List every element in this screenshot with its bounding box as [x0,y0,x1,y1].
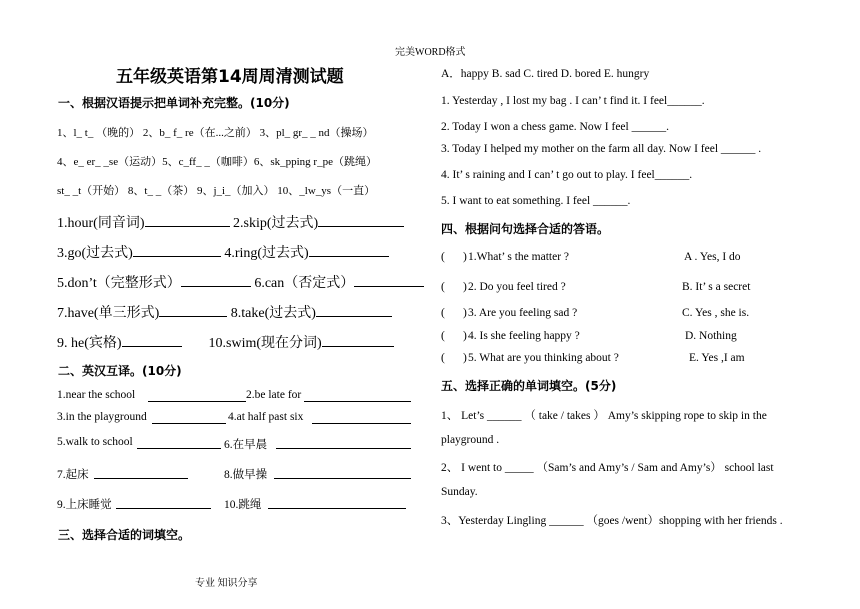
dialogue-question: 2. Do you feel tired ? [468,281,566,293]
answer-blank[interactable] [354,286,424,287]
choice-question-line: Sunday. [441,486,478,498]
answer-paren-open: ( [441,352,445,364]
answer-paren-open: ( [441,251,445,263]
word-form-right: 6.can（否定式） [254,276,355,291]
dialogue-question: 5. What are you thinking about ? [468,352,619,364]
spelling-row-2: 4、e_ er_ _se（运动）5、c_ff_ _（咖啡）6、sk_pping r_pe（跳绳） [57,156,377,168]
choice-question-line: 2、 I went to _____ （Sam’s and Amy’s / Sam and Amy’s） school last [441,462,774,474]
answer-paren-close[interactable]: ) [463,352,467,364]
answer-blank[interactable] [318,226,404,227]
section-3-heading: 三、选择合适的词填空。 [58,528,191,542]
answer-paren-close[interactable]: ) [463,307,467,319]
answer-blank[interactable] [304,401,411,402]
answer-paren-close[interactable]: ) [463,281,467,293]
word-form-left: 5.don’t（完整形式） [57,276,181,291]
translate-item: 3.in the playground [57,411,147,423]
answer-blank[interactable] [133,256,221,257]
answer-blank[interactable] [276,448,411,449]
answer-paren-open: ( [441,281,445,293]
word-form-right: 10.swim(现在分词) [208,336,322,351]
fill-item: 3. Today I helped my mother on the farm all day. Now I feel ______ . [441,143,762,155]
choice-question-line: 3、Yesterday Lingling ______ （goes /went）shopping with her friends . [441,515,783,527]
word-form-left: 1.hour(同音词) [57,216,145,231]
dialogue-question: 1.What’ s the matter ? [468,251,570,263]
word-form-row [57,332,394,352]
translate-item: 2.be late for [246,389,302,401]
answer-paren-open: ( [441,307,445,319]
answer-paren-close[interactable]: ) [463,330,467,342]
answer-blank[interactable] [309,256,389,257]
fill-item: 4. It’ s raining and I can’ t go out to play. I feel______. [441,169,693,181]
choice-question-line: 1、 Let’s ______ （ take / takes ） Amy’s skipping rope to skip in the [441,410,767,422]
spelling-row-3: st_ _t（开始） 8、t_ _（茶） 9、j_i_（加入） 10、_lw_ys（一直） [57,185,376,197]
answer-blank[interactable] [145,226,230,227]
answer-blank[interactable] [116,508,211,509]
choice-question-line: playground . [441,434,500,446]
translate-item: 10.跳绳 [224,499,262,511]
dialogue-answer: E. Yes ,I am [689,352,745,364]
answer-blank[interactable] [152,423,226,424]
fill-item: 1. Yesterday , I lost my bag . I can’ t find it. I feel______. [441,95,705,107]
answer-blank[interactable] [312,423,411,424]
answer-blank[interactable] [181,286,251,287]
word-form-left: 9. he(宾格) [57,336,122,351]
answer-paren-close[interactable]: ) [463,251,467,263]
answer-blank[interactable] [159,316,227,317]
translate-item: 8.做早操 [224,469,268,481]
translate-item: 9.上床睡觉 [57,499,112,511]
section-5-heading: 五、选择正确的单词填空。(5分) [441,379,617,393]
page-title: 五年级英语第14周周清测试题 [116,67,344,87]
word-form-left: 7.have(单三形式) [57,306,160,321]
section-4-heading: 四、根据问句选择合适的答语。 [441,222,610,236]
fill-item: 5. I want to eat something. I feel ______. [441,195,631,207]
answer-blank[interactable] [94,478,188,479]
answer-blank[interactable] [148,401,246,402]
word-form-left: 3.go(过去式) [57,246,133,261]
dialogue-answer: D. Nothing [685,330,737,342]
dialogue-answer: C. Yes , she is. [682,307,750,319]
translate-item: 7.起床 [57,469,89,481]
answer-blank[interactable] [137,448,221,449]
dialogue-question: 4. Is she feeling happy ? [468,330,580,342]
word-form-right: 8.take(过去式) [230,306,316,321]
translate-item: 6.在早晨 [224,439,268,451]
word-form-row [57,242,389,262]
answer-blank[interactable] [316,316,392,317]
page-header: 完美WORD格式 [395,47,466,58]
word-form-row [57,272,424,292]
translate-item: 4.at half past six [228,411,304,423]
answer-paren-open: ( [441,330,445,342]
dialogue-answer: A . Yes, I do [684,251,741,263]
section-1-heading: 一、根据汉语提示把单词补充完整。(10分) [58,96,290,110]
word-form-row [57,302,392,322]
answer-blank[interactable] [274,478,411,479]
answer-blank[interactable] [122,346,182,347]
answer-blank[interactable] [268,508,406,509]
translate-item: 1.near the school [57,389,136,401]
word-form-right: 2.skip(过去式) [233,216,319,231]
spelling-row-1: 1、l_ t_ （晚的） 2、b_ f_ re（在...之前） 3、pl_ gr_ _ nd（操场） [57,127,374,139]
dialogue-question: 3. Are you feeling sad ? [468,307,578,319]
dialogue-answer: B. It’ s a secret [682,281,751,293]
word-form-row [57,212,404,232]
answer-blank[interactable] [322,346,394,347]
options-line: A．happy B. sad C. tired D. bored E. hungry [441,68,650,80]
fill-item: 2. Today I won a chess game. Now I feel ______. [441,121,669,133]
page-footer: 专业 知识分享 [195,578,258,589]
word-form-right: 4.ring(过去式) [224,246,309,261]
translate-item: 5.walk to school [57,436,133,448]
section-2-heading: 二、英汉互译。(10分) [58,364,182,378]
